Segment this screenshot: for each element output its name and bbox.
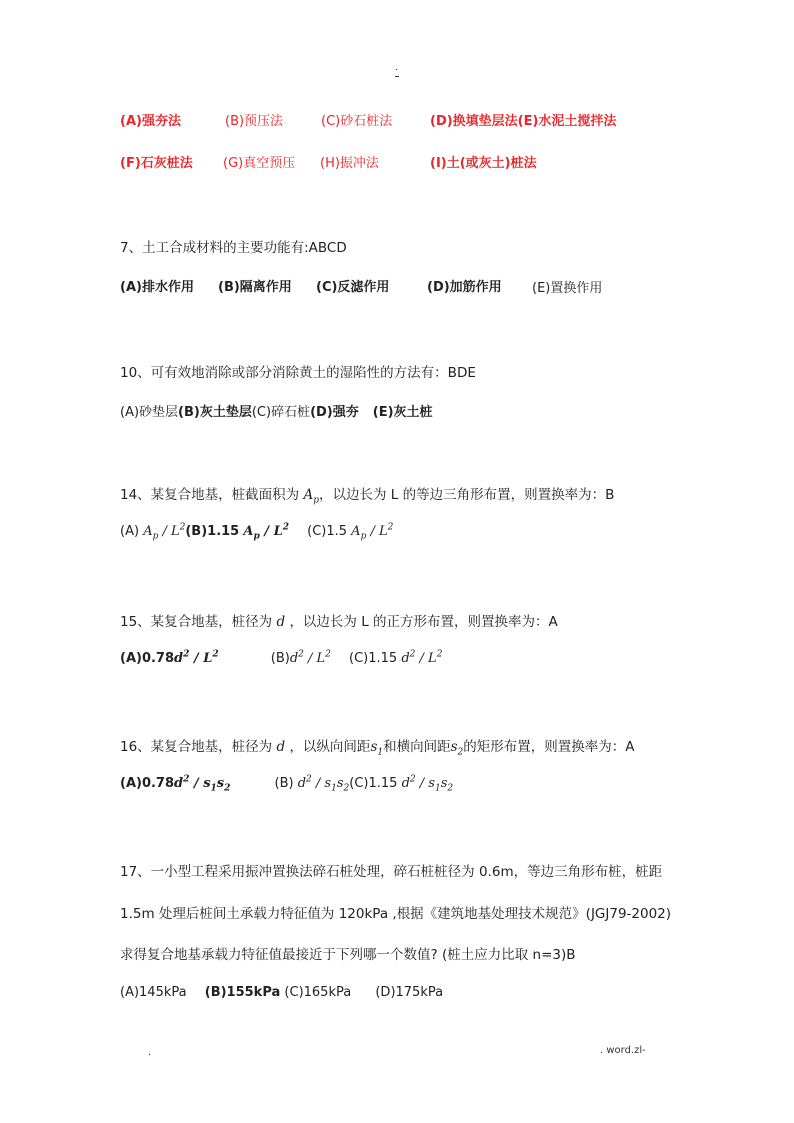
- q16-s1-symbol: $s_1$: [370, 739, 384, 758]
- q10-option-c: (C)碎石桩: [251, 405, 311, 420]
- q14-area-symbol: $A_p$: [303, 487, 319, 506]
- q17-option-a: (A)145kPa: [120, 985, 187, 1000]
- q15-stem: [120, 610, 558, 630]
- q16-s2-symbol: $s_2$: [450, 739, 464, 758]
- q16-option-c-formula: $d^2 / s_1s_2$: [401, 774, 454, 794]
- q7-option-b: (B)隔离作用: [218, 280, 292, 295]
- q10-options: [120, 401, 433, 420]
- q7-option-c: (C)反滤作用: [316, 280, 390, 295]
- prev-option-h: (H)振冲法: [320, 156, 379, 171]
- q16-options: [120, 774, 454, 794]
- q15-stem-part2: ，以边长为 L 的正方形布置，则置换率为：A: [289, 614, 558, 630]
- q16-stem-part3: 和横向间距: [383, 739, 451, 755]
- header-rule: [395, 76, 399, 77]
- q14-stem-part2: ，以边长为 L 的等边三角形布置，则置换率为：B: [319, 487, 615, 503]
- q15-d-symbol: d: [276, 614, 286, 630]
- footer-left: .: [148, 1047, 152, 1058]
- q15-option-b-formula: $d^2 / L^2$: [289, 649, 331, 666]
- q16-stem-part1: 16、某复合地基，桩径为: [120, 739, 273, 755]
- q16-option-a-formula: $d^2 / s_1s_2$: [174, 774, 231, 794]
- q14-option-c-label: (C)1.5: [307, 524, 348, 539]
- q10-option-b: (B)灰土垫层: [178, 405, 252, 420]
- prev-option-i: (I)土(或灰土)桩法: [430, 156, 537, 171]
- q17-line1: 17、一小型工程采用振冲置换法碎石桩处理，碎石桩桩径为 0.6m，等边三角形布桩，桩距: [120, 864, 663, 880]
- q17-option-d: (D)175kPa: [375, 985, 444, 1000]
- prev-option-c: (C)砂石桩法: [321, 114, 393, 129]
- q10-option-e: (E)灰土桩: [372, 405, 433, 420]
- q7-option-e: (E)置换作用: [532, 281, 603, 296]
- q15-option-a-formula: $d^2 / L^2$: [174, 649, 219, 666]
- q16-stem: [120, 735, 635, 758]
- q15-stem-part1: 15、某复合地基，桩径为: [120, 614, 273, 630]
- q14-option-b-label: (B)1.15: [185, 524, 240, 539]
- q16-stem-part4: 的矩形布置，则置换率为：A: [463, 739, 635, 755]
- q14-option-b-formula: $A_p / L^2$: [243, 522, 289, 542]
- q15-option-a-label: (A)0.78: [120, 651, 175, 666]
- q10-option-d: (D)强夯: [310, 405, 359, 420]
- prev-option-a: (A)强夯法: [120, 114, 181, 129]
- q7-option-a: (A)排水作用: [120, 280, 194, 295]
- q15-option-c-label: (C)1.15: [349, 651, 398, 666]
- q17-line3: 求得复合地基承载力特征值最接近于下列哪一个数值? (桩土应力比取 n=3)B: [120, 947, 576, 963]
- prev-option-b: (B)预压法: [225, 114, 284, 129]
- prev-option-de: (D)换填垫层法(E)水泥土搅拌法: [430, 114, 617, 129]
- q14-stem-part1: 14、某复合地基，桩截面积为: [120, 487, 300, 503]
- prev-option-g: (G)真空预压: [223, 156, 296, 171]
- q16-stem-part2: ，以纵向间距: [289, 739, 371, 755]
- q16-option-a-label: (A)0.78: [120, 776, 175, 791]
- footer-right: . word.zl-: [600, 1045, 646, 1056]
- prev-option-f: (F)石灰桩法: [120, 156, 193, 171]
- q16-option-b-label: (B): [274, 776, 294, 791]
- q15-option-b-label: (B): [270, 651, 290, 666]
- header-dot: .: [395, 62, 399, 73]
- q17-line2: 1.5m 处理后桩间土承载力特征值为 120kPa ,根据《建筑地基处理技术规范》(JGJ79-2002): [120, 906, 672, 922]
- q14-stem: [120, 483, 615, 506]
- q17-option-c: (C)165kPa: [284, 985, 352, 1000]
- q7-stem: 7、土工合成材料的主要功能有:ABCD: [120, 240, 347, 256]
- q10-option-a: (A)砂垫层: [120, 405, 179, 420]
- q10-stem: 10、可有效地消除或部分消除黄土的湿陷性的方法有：BDE: [120, 365, 476, 381]
- q16-option-b-formula: $d^2 / s_1s_2$: [297, 774, 350, 794]
- q14-option-c-formula: $A_p / L^2$: [351, 522, 394, 542]
- q15-option-c-formula: $d^2 / L^2$: [401, 649, 443, 666]
- q17-options: [120, 985, 443, 1000]
- q17-option-b: (B)155kPa: [204, 985, 281, 1000]
- q14-options: [120, 522, 394, 542]
- q16-option-c-label: (C)1.15: [349, 776, 398, 791]
- q15-options: [120, 651, 442, 666]
- q14-option-a-label: (A): [120, 524, 140, 539]
- q14-option-a-formula: $A_p / L^2$: [143, 522, 186, 542]
- q7-option-d: (D)加筋作用: [427, 280, 502, 295]
- q16-d-symbol: d: [276, 739, 286, 755]
